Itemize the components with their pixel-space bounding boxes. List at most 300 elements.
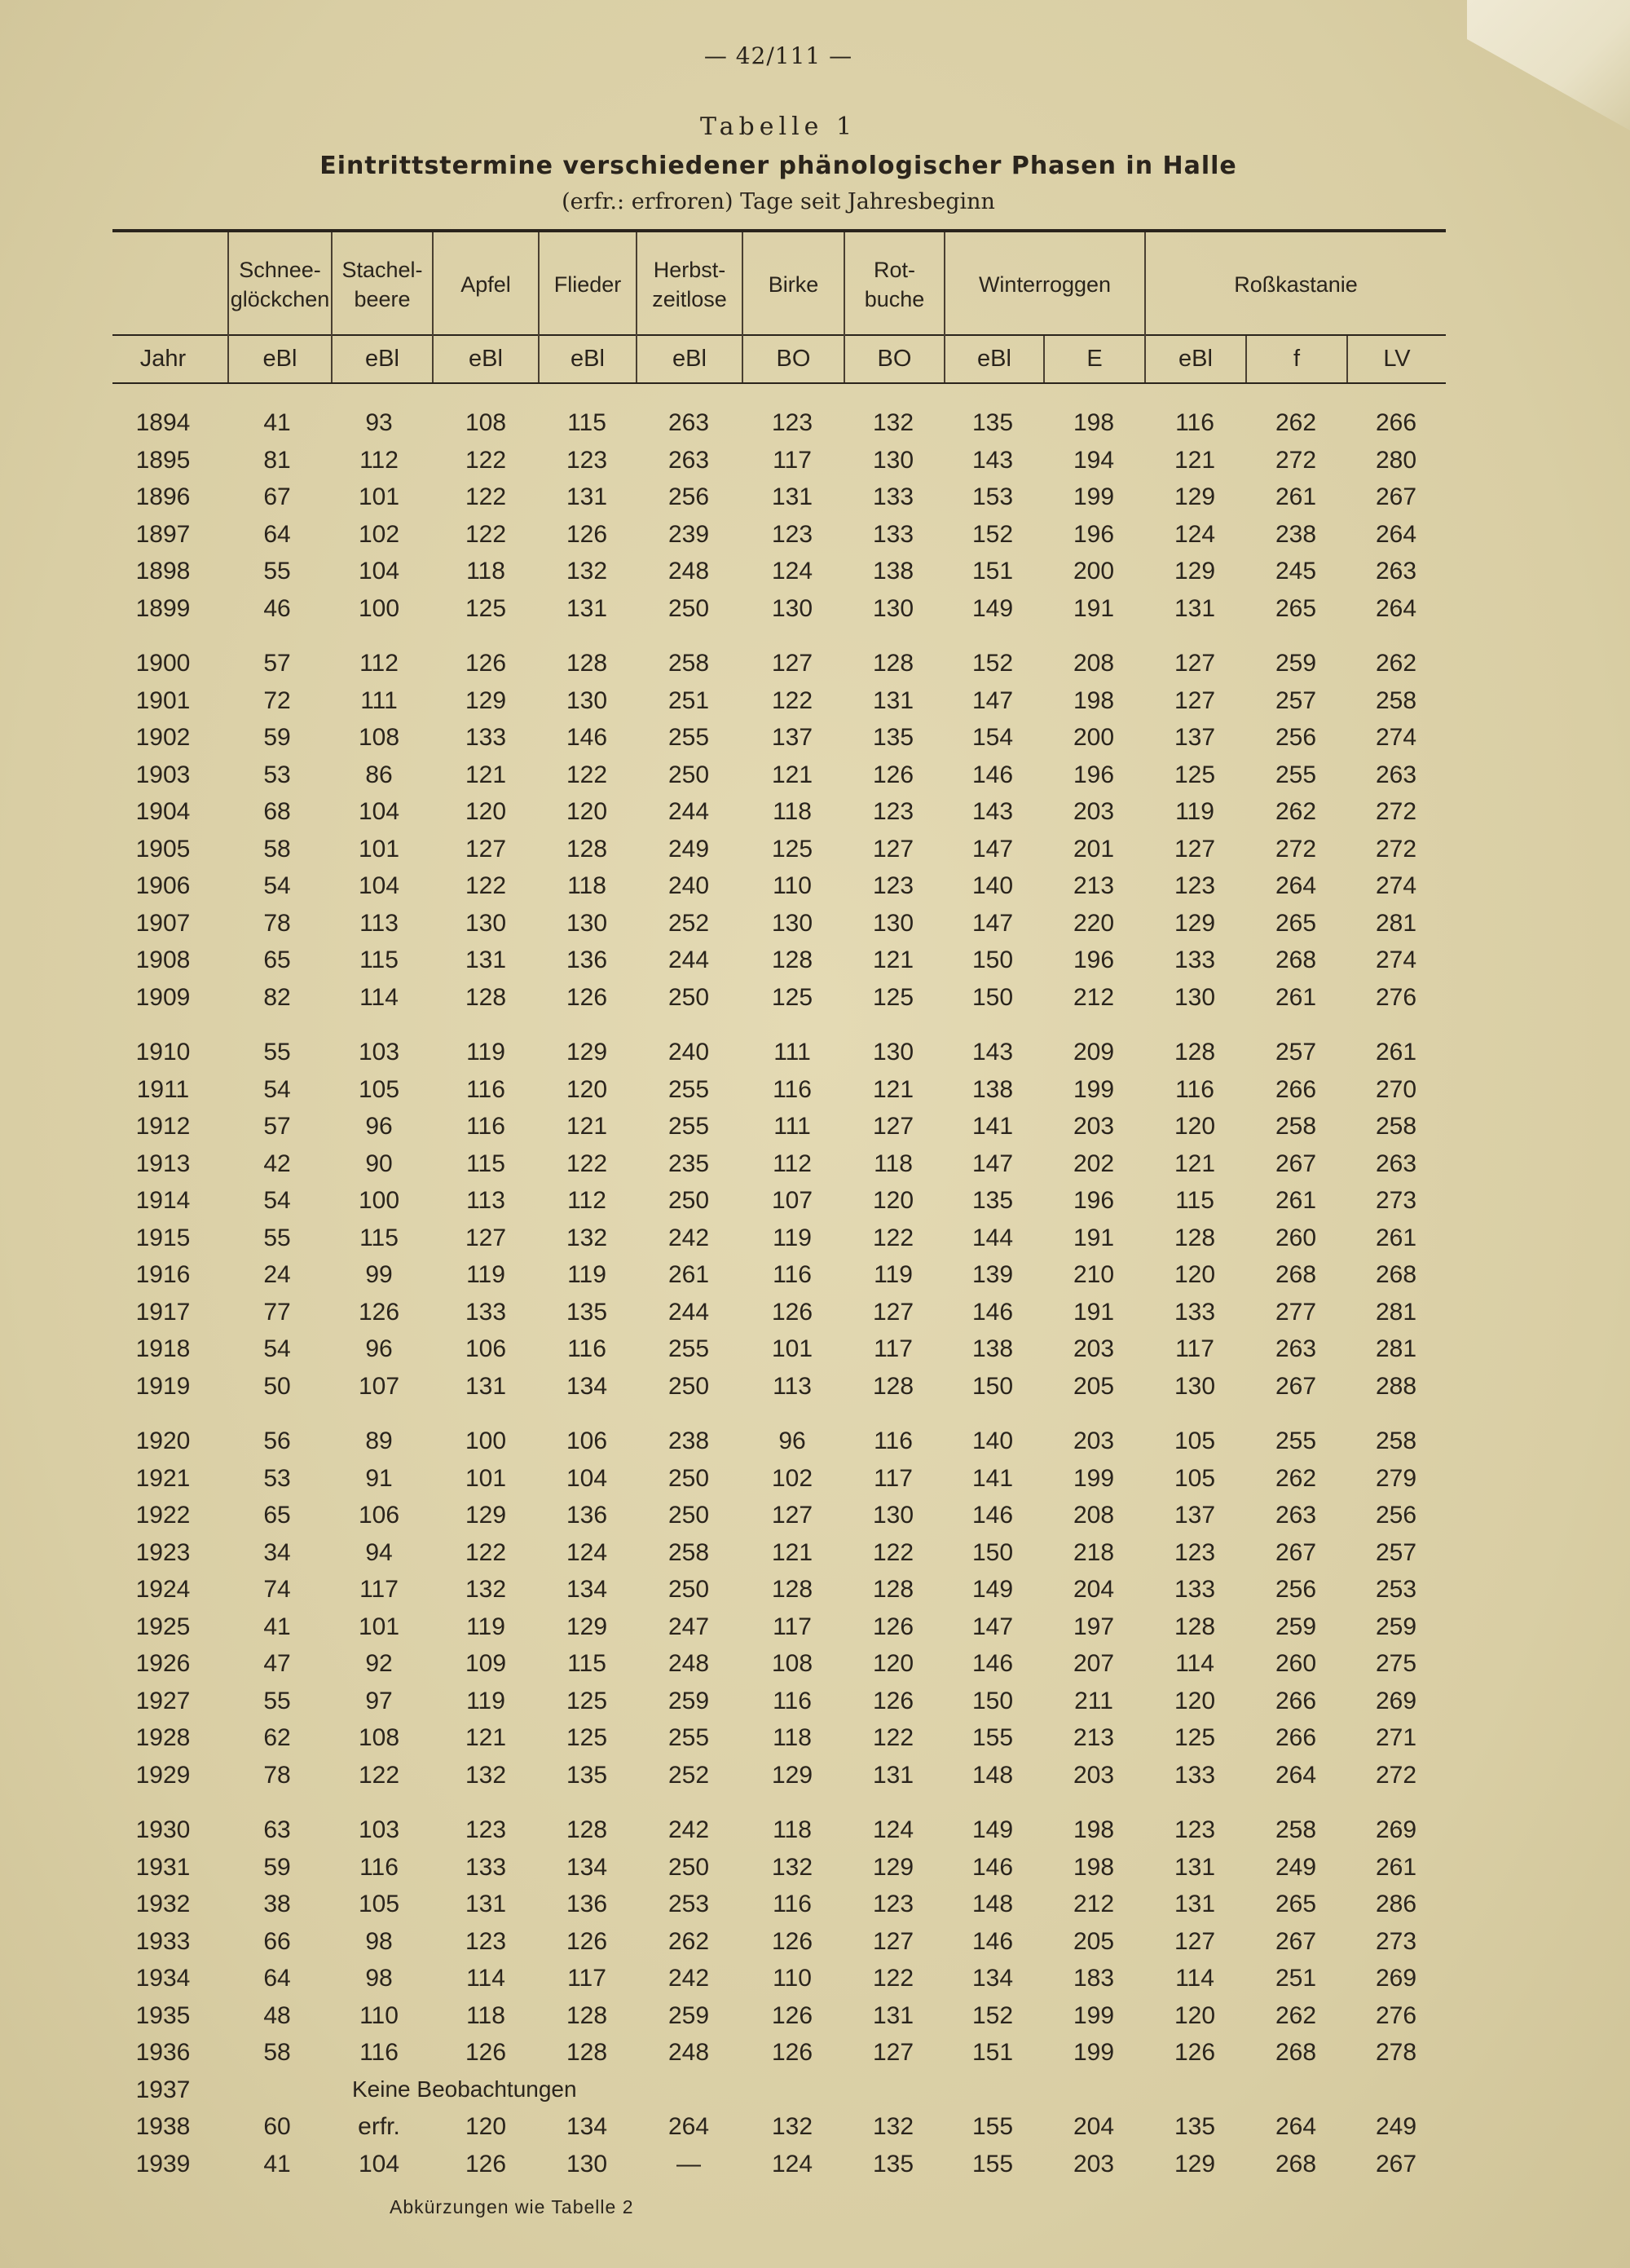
table-cell: 238	[1275, 521, 1317, 548]
table-cell: 263	[1275, 1335, 1317, 1362]
table-cell: 150	[971, 1539, 1014, 1566]
table-cell: 106	[465, 1335, 507, 1362]
table-cell: 119	[1175, 798, 1214, 825]
year-cell: 1916	[135, 1261, 191, 1288]
table-cell: 133	[1174, 946, 1216, 973]
table-row	[0, 1571, 1630, 1608]
table-cell: 250	[667, 1502, 710, 1529]
table-cell: erfr.	[358, 2113, 400, 2140]
table-cell: 274	[1375, 724, 1417, 751]
table-cell: 152	[971, 650, 1014, 677]
table-row	[0, 1923, 1630, 1960]
table-cell: 112	[359, 447, 399, 474]
table-cell: 124	[1174, 521, 1216, 548]
table-cell: 253	[667, 1891, 710, 1917]
table-cell: 272	[1275, 447, 1317, 474]
table-cell: 146	[566, 724, 608, 751]
table-cell: 101	[358, 836, 400, 863]
table-cell: 267	[1275, 1928, 1317, 1955]
table-cell: 58	[263, 836, 291, 863]
table-cell: 132	[872, 2113, 914, 2140]
table-cell: 288	[1375, 1373, 1417, 1400]
table-cell: 111	[360, 687, 398, 714]
table-row	[0, 1108, 1630, 1145]
table-cell: 120	[566, 798, 608, 825]
table-cell: 118	[567, 872, 606, 899]
table-cell: 146	[971, 1299, 1014, 1326]
table-cell: 131	[566, 595, 608, 622]
year-cell: 1906	[135, 872, 191, 899]
table-cell: 134	[971, 1965, 1014, 1992]
table-cell: 97	[365, 1688, 393, 1714]
year-cell: 1896	[135, 483, 191, 510]
table-cell: 128	[1174, 1613, 1216, 1640]
table-cell: 201	[1073, 836, 1115, 863]
table-cell: 101	[465, 1465, 507, 1492]
year-cell: 1935	[135, 2002, 191, 2029]
table-cell: 125	[771, 984, 813, 1011]
table-cell: 261	[1375, 1224, 1417, 1251]
table-cell: 118	[773, 1724, 812, 1751]
table-cell: 110	[359, 2002, 399, 2029]
table-cell: 133	[872, 521, 914, 548]
table-cell: 117	[874, 1335, 913, 1362]
table-cell: 117	[874, 1465, 913, 1492]
table-row	[0, 793, 1630, 830]
table-cell: 86	[365, 761, 393, 788]
table-cell: 259	[1275, 650, 1317, 677]
table-cell: 100	[465, 1427, 507, 1454]
table-cell: 127	[872, 2039, 914, 2066]
table-cell: 115	[567, 409, 606, 436]
table-row	[0, 867, 1630, 904]
table-cell: 150	[971, 1373, 1014, 1400]
table-cell: 261	[1275, 984, 1317, 1011]
table-cell: 129	[465, 687, 507, 714]
table-cell: 122	[465, 521, 507, 548]
table-cell: 269	[1375, 1816, 1417, 1843]
table-cell: 255	[1275, 761, 1317, 788]
year-cell: 1938	[135, 2113, 191, 2140]
table-cell: 122	[872, 1724, 914, 1751]
table-cell: 55	[263, 1688, 291, 1714]
table-cell: 202	[1073, 1150, 1115, 1177]
table-cell: 128	[872, 1373, 914, 1400]
table-cell: 131	[1174, 595, 1216, 622]
table-cell: 108	[465, 409, 507, 436]
table-cell: 122	[465, 872, 507, 899]
year-cell: 1923	[135, 1539, 191, 1566]
table-cell: 146	[971, 1928, 1014, 1955]
table-cell: 249	[1275, 1854, 1317, 1881]
table-cell: 114	[466, 1965, 505, 1992]
table-cell: 105	[358, 1076, 400, 1103]
table-cell: 131	[465, 1891, 507, 1917]
table-cell: 41	[263, 409, 291, 436]
table-cell: 264	[1275, 2113, 1317, 2140]
table-cell: 143	[971, 798, 1014, 825]
table-cell: 251	[1275, 1965, 1317, 1992]
table-cell: 196	[1073, 1187, 1115, 1214]
table-cell: 104	[358, 872, 400, 899]
table-cell: 138	[872, 558, 914, 585]
table-cell: 125	[1174, 1724, 1216, 1751]
table-cell: 104	[358, 2151, 400, 2178]
table-row	[0, 1220, 1630, 1256]
table-cell: 57	[263, 650, 291, 677]
table-cell: 131	[872, 687, 914, 714]
table-cell: 198	[1073, 409, 1115, 436]
table-cell: 99	[365, 1261, 393, 1288]
table-cell: 203	[1073, 798, 1115, 825]
year-cell: 1901	[135, 687, 191, 714]
table-cell: 96	[365, 1113, 393, 1140]
table-cell: 213	[1073, 872, 1115, 899]
table-cell: 258	[1375, 687, 1417, 714]
table-cell: 104	[358, 558, 400, 585]
table-cell: 108	[358, 724, 400, 751]
table-cell: 199	[1073, 1465, 1115, 1492]
table-cell: 128	[1174, 1039, 1216, 1066]
table-row	[0, 645, 1630, 682]
table-cell: 127	[1174, 1928, 1216, 1955]
table-cell: 103	[358, 1816, 400, 1843]
table-cell: 200	[1073, 724, 1115, 751]
table-cell: 126	[566, 521, 608, 548]
table-cell: 140	[971, 872, 1014, 899]
table-cell: 250	[667, 595, 710, 622]
table-cell: 133	[465, 724, 507, 751]
table-cell: 126	[771, 2002, 813, 2029]
table-cell: 258	[667, 650, 710, 677]
table-cell: 143	[971, 1039, 1014, 1066]
table-row	[0, 1683, 1630, 1719]
table-cell: 137	[1174, 1502, 1216, 1529]
table-cell: 116	[773, 1891, 812, 1917]
table-cell: 147	[971, 1150, 1014, 1177]
table-cell: 102	[771, 1465, 813, 1492]
table-cell: 126	[358, 1299, 400, 1326]
table-cell: 240	[667, 1039, 710, 1066]
table-cell: 46	[263, 595, 291, 622]
table-cell: 54	[263, 1335, 291, 1362]
table-cell: 136	[566, 1891, 608, 1917]
table-cell: 135	[566, 1299, 608, 1326]
table-cell: 126	[872, 1688, 914, 1714]
table-cell: 41	[263, 2151, 291, 2178]
table-row	[0, 1719, 1630, 1756]
table-cell: 245	[1275, 558, 1317, 585]
table-cell: 53	[263, 1465, 291, 1492]
table-cell	[1251, 2072, 1341, 2108]
page-number: — 42/111 —	[703, 42, 853, 69]
unit-winterroggen-ebl: eBl	[977, 346, 1011, 372]
table-cell: 128	[566, 650, 608, 677]
table-cell: 116	[567, 1335, 606, 1362]
table-cell: 127	[1174, 836, 1216, 863]
table-cell: 251	[667, 687, 710, 714]
table-cell: 259	[1375, 1613, 1417, 1640]
table-cell: 129	[771, 1762, 813, 1789]
table-cell: 116	[1175, 1076, 1214, 1103]
table-cell: 121	[566, 1113, 608, 1140]
table-cell: 126	[566, 1928, 608, 1955]
table-cell: 100	[358, 1187, 400, 1214]
table-cell: 250	[667, 984, 710, 1011]
table-cell: 50	[263, 1373, 291, 1400]
table-cell: 250	[667, 1854, 710, 1881]
table-cell: 123	[465, 1816, 507, 1843]
table-cell: 128	[771, 1576, 813, 1603]
table-cell: 72	[263, 687, 291, 714]
table-cell: 139	[971, 1261, 1014, 1288]
table-cell: 131	[1174, 1854, 1216, 1881]
table-cell: 147	[971, 687, 1014, 714]
table-cell: 120	[566, 1076, 608, 1103]
table-cell: 91	[365, 1465, 393, 1492]
year-cell: 1920	[135, 1427, 191, 1454]
table-cell: 34	[263, 1539, 291, 1566]
table-cell: 155	[971, 2151, 1014, 2178]
table-cell: 68	[263, 798, 291, 825]
table-cell: 262	[667, 1928, 710, 1955]
year-cell: 1933	[135, 1928, 191, 1955]
year-cell: 1897	[135, 521, 191, 548]
table-cell: 255	[667, 1113, 710, 1140]
table-cell: 121	[872, 1076, 914, 1103]
table-cell: 116	[466, 1076, 505, 1103]
table-cell: 218	[1073, 1539, 1115, 1566]
table-cell: 255	[667, 1724, 710, 1751]
table-cell: 78	[263, 1762, 291, 1789]
table-cell: 133	[1174, 1299, 1216, 1326]
table-cell: 82	[263, 984, 291, 1011]
year-cell: 1908	[135, 946, 191, 973]
table-cell: 205	[1073, 1928, 1115, 1955]
table-cell: 62	[263, 1724, 291, 1751]
table-row	[0, 979, 1630, 1016]
table-cell	[948, 2072, 1037, 2108]
table-cell: 101	[358, 1613, 400, 1640]
table-cell: 270	[1375, 1076, 1417, 1103]
table-cell: 198	[1073, 1854, 1115, 1881]
table-cell: 260	[1275, 1650, 1317, 1677]
table-cell: 130	[872, 447, 914, 474]
table-cell: 262	[1275, 409, 1317, 436]
table-cell: 117	[567, 1965, 606, 1992]
table-cell: 208	[1073, 650, 1115, 677]
table-cell: 134	[566, 1576, 608, 1603]
table-cell: 199	[1073, 2039, 1115, 2066]
table-cell: 124	[771, 558, 813, 585]
table-cell: 133	[872, 483, 914, 510]
table-cell: 60	[263, 2113, 291, 2140]
table-cell: 103	[358, 1039, 400, 1066]
year-cell: 1911	[136, 1076, 190, 1103]
table-cell: 119	[466, 1039, 505, 1066]
table-row	[0, 1886, 1630, 1922]
table-cell: 123	[771, 409, 813, 436]
table-cell: 42	[263, 1150, 291, 1177]
table-cell: 256	[667, 483, 710, 510]
table-cell: 105	[1174, 1427, 1216, 1454]
table-cell: 132	[566, 558, 608, 585]
table-cell: 77	[263, 1299, 291, 1326]
year-cell: 1925	[135, 1613, 191, 1640]
table-cell: 124	[566, 1539, 608, 1566]
table-cell: 203	[1073, 1335, 1115, 1362]
table-cell: 121	[465, 761, 507, 788]
table-cell: 244	[667, 798, 710, 825]
table-cell: 267	[1375, 2151, 1417, 2178]
year-cell: 1926	[135, 1650, 191, 1677]
table-cell: 128	[1174, 1224, 1216, 1251]
table-cell: 118	[466, 558, 505, 585]
table-cell: 120	[465, 2113, 507, 2140]
year-cell: 1914	[135, 1187, 191, 1214]
table-cell: 57	[263, 1113, 291, 1140]
header-birke: Birke	[768, 271, 819, 297]
table-cell: 116	[773, 1261, 812, 1288]
year-cell: 1917	[135, 1299, 191, 1326]
table-cell: 134	[566, 1854, 608, 1881]
table-cell: 126	[1174, 2039, 1216, 2066]
table-cell: 155	[971, 1724, 1014, 1751]
table-cell: 135	[566, 1762, 608, 1789]
table-cell: 268	[1375, 1261, 1417, 1288]
table-cell: 141	[971, 1113, 1014, 1140]
table-cell: 249	[1375, 2113, 1417, 2140]
table-cell: 135	[872, 2151, 914, 2178]
table-cell: 273	[1375, 1928, 1417, 1955]
table-cell: 123	[1174, 1539, 1216, 1566]
table-cell: 261	[1375, 1854, 1417, 1881]
unit-schneegloeckchen: eBl	[262, 346, 297, 372]
table-cell: 102	[358, 521, 400, 548]
table-cell: 258	[1275, 1113, 1317, 1140]
table-cell: 268	[1275, 946, 1317, 973]
year-cell: 1921	[135, 1465, 191, 1492]
table-cell: 121	[1174, 1150, 1216, 1177]
table-cell: 268	[1275, 2151, 1317, 2178]
unit-birke: BO	[776, 346, 811, 372]
table-cell	[1150, 2072, 1240, 2108]
table-cell: 98	[365, 1965, 393, 1992]
table-cell: 261	[667, 1261, 710, 1288]
table-cell: 127	[872, 1113, 914, 1140]
table-cell: 113	[359, 910, 399, 937]
table-cell: 111	[773, 1039, 811, 1066]
table-cell: 248	[667, 2039, 710, 2066]
table-row	[0, 1534, 1630, 1571]
table-cell: 271	[1375, 1724, 1417, 1751]
table-cell: 120	[1174, 1113, 1216, 1140]
table-cell: 125	[465, 595, 507, 622]
table-cell: 122	[872, 1224, 914, 1251]
table-cell: 198	[1073, 687, 1115, 714]
table-cell: 140	[971, 1427, 1014, 1454]
table-row	[0, 1145, 1630, 1182]
table-cell: 121	[872, 946, 914, 973]
table-cell: 126	[465, 2151, 507, 2178]
year-cell: 1907	[135, 910, 191, 937]
table-cell: 150	[971, 946, 1014, 973]
table-cell: 262	[1275, 2002, 1317, 2029]
table-cell: 272	[1375, 836, 1417, 863]
table-row	[0, 590, 1630, 627]
table-cell: 129	[1174, 558, 1216, 585]
table-cell: 272	[1375, 798, 1417, 825]
unit-rotbuche: BO	[877, 346, 912, 372]
table-cell: 126	[771, 2039, 813, 2066]
units-bottom-rule	[112, 382, 1446, 384]
table-cell: 267	[1375, 483, 1417, 510]
table-cell: 262	[1275, 1465, 1317, 1492]
table-cell: 137	[771, 724, 813, 751]
table-cell: 212	[1073, 1891, 1115, 1917]
table-cell: 92	[365, 1650, 393, 1677]
table-cell: 255	[1275, 1427, 1317, 1454]
table-cell: 263	[1275, 1502, 1317, 1529]
table-cell: 151	[971, 558, 1014, 585]
table-cell: 204	[1073, 1576, 1115, 1603]
table-row	[0, 1034, 1630, 1070]
table-cell: 150	[971, 1688, 1014, 1714]
table-cell: 55	[263, 1224, 291, 1251]
table-row	[0, 1423, 1630, 1459]
table-cell: 123	[566, 447, 608, 474]
table-cell: 196	[1073, 946, 1115, 973]
table-cell: 133	[465, 1299, 507, 1326]
table-cell: 250	[667, 761, 710, 788]
year-cell: 1909	[135, 984, 191, 1011]
table-cell	[1351, 2072, 1441, 2108]
table-row	[0, 905, 1630, 942]
table-row	[0, 479, 1630, 515]
table-cell: 67	[263, 483, 291, 510]
table-cell: 119	[874, 1261, 913, 1288]
table-cell: 261	[1375, 1039, 1417, 1066]
table-cell: 129	[566, 1039, 608, 1066]
table-cell: 115	[359, 1224, 399, 1251]
year-cell: 1929	[135, 1762, 191, 1789]
table-cell: 126	[465, 2039, 507, 2066]
table-cell: 116	[466, 1113, 505, 1140]
year-cell: 1904	[135, 798, 191, 825]
table-cell: 262	[1375, 650, 1417, 677]
header-apfel: Apfel	[460, 271, 511, 297]
table-cell: 130	[566, 687, 608, 714]
table-cell: 122	[566, 761, 608, 788]
table-cell: 257	[1375, 1539, 1417, 1566]
table-cell: 116	[773, 1688, 812, 1714]
header-herbstzeitlose: Herbst- zeitlose	[652, 257, 727, 311]
table-cell: 116	[773, 1076, 812, 1103]
table-cell: 210	[1073, 1261, 1115, 1288]
header-rotbuche: Rot- buche	[864, 257, 925, 311]
table-cell: 135	[971, 409, 1014, 436]
table-cell: 244	[667, 946, 710, 973]
table-cell: 197	[1073, 1613, 1115, 1640]
table-cell: 124	[771, 2151, 813, 2178]
table-cell: 59	[263, 724, 291, 751]
table-cell: 54	[263, 872, 291, 899]
table-cell: 129	[566, 1613, 608, 1640]
table-cell: 119	[567, 1261, 606, 1288]
table-cell: 131	[872, 2002, 914, 2029]
table-cell: 265	[1275, 1891, 1317, 1917]
table-cell: 127	[872, 1928, 914, 1955]
